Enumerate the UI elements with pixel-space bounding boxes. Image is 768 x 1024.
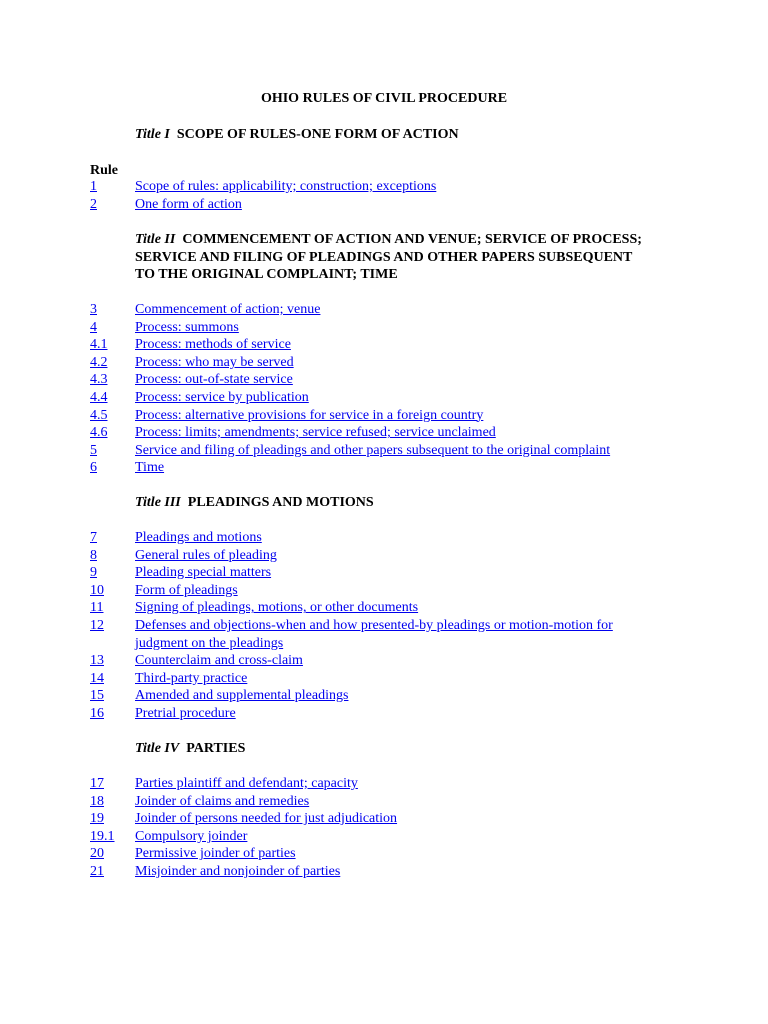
rule-title-link[interactable]: Service and filing of pleadings and other papers subsequent to the original complaint [135, 442, 611, 458]
rule-number-link[interactable]: 17 [90, 776, 104, 791]
rule-number-link[interactable]: 18 [90, 793, 104, 809]
rule-title-link[interactable]: Defenses and objections-when and how presented-by pleadings or motion-motion for judgment on the pleadings [135, 617, 613, 651]
rule-number-link[interactable]: 4.6 [90, 425, 108, 441]
rule-number-link[interactable]: 3 [90, 302, 97, 317]
list-item [0, 564, 768, 582]
rule-number-link[interactable]: 4.2 [90, 354, 108, 370]
rule-title-link[interactable]: Misjoinder and nonjoinder of parties [135, 863, 341, 879]
list-item [0, 617, 768, 652]
section-number: Title IV [135, 741, 180, 756]
section-name: PLEADINGS AND MOTIONS [187, 495, 374, 510]
rule-number-link[interactable]: 14 [90, 670, 104, 686]
list-item [0, 705, 768, 723]
rule-title-link[interactable]: Compulsory joinder [135, 828, 248, 844]
rule-number-link[interactable]: 4.5 [90, 407, 108, 423]
rule-title-link[interactable]: Permissive joinder of parties [135, 846, 296, 862]
section-heading-title-4 [135, 740, 655, 758]
list-item [0, 371, 768, 389]
list-item [0, 424, 768, 442]
rule-number-link[interactable]: 10 [90, 582, 104, 598]
list-item [0, 459, 768, 477]
list-item [0, 599, 768, 617]
list-item [0, 845, 768, 863]
list-item [0, 178, 768, 196]
section-number: Title III [135, 495, 181, 510]
rule-number-link[interactable]: 8 [90, 547, 97, 563]
section-name: SCOPE OF RULES-ONE FORM OF ACTION [176, 127, 459, 142]
rule-title-link[interactable]: Form of pleadings [135, 582, 238, 598]
list-item [0, 196, 768, 214]
rule-number-link[interactable]: 12 [90, 617, 104, 633]
list-item [0, 336, 768, 354]
list-item [0, 319, 768, 337]
rule-list-title-3 [0, 529, 768, 723]
section-heading-title-2 [135, 231, 655, 284]
rule-number-link[interactable]: 21 [90, 863, 104, 879]
rule-title-link[interactable]: Scope of rules: applicability; construction; exceptions [135, 179, 437, 194]
list-item [0, 793, 768, 811]
rule-title-link[interactable]: Process: alternative provisions for service in a foreign country [135, 407, 484, 423]
rule-title-link[interactable]: Pleadings and motions [135, 530, 262, 545]
rule-title-link[interactable]: Process: summons [135, 319, 239, 335]
rule-title-link[interactable]: Commencement of action; venue [135, 302, 321, 317]
rule-title-link[interactable]: Process: out-of-state service [135, 372, 293, 388]
list-item [0, 547, 768, 565]
list-item [0, 354, 768, 372]
rule-number-link[interactable]: 9 [90, 565, 97, 581]
rule-title-link[interactable]: Amended and supplemental pleadings [135, 688, 349, 704]
list-item [0, 810, 768, 828]
list-item [0, 301, 768, 319]
rule-list-title-2 [0, 301, 768, 477]
list-item [0, 582, 768, 600]
section-number: Title I [135, 127, 170, 142]
rule-title-link[interactable]: Pretrial procedure [135, 705, 236, 721]
list-item [0, 389, 768, 407]
rule-title-link[interactable]: One form of action [135, 196, 242, 212]
rule-list-title-4 [0, 775, 768, 881]
rule-number-link[interactable]: 4.1 [90, 337, 108, 353]
list-item [0, 442, 768, 460]
rule-title-link[interactable]: Joinder of claims and remedies [135, 793, 310, 809]
rule-number-link[interactable]: 15 [90, 688, 104, 704]
list-item [0, 863, 768, 881]
rule-list-title-1 [0, 178, 768, 213]
list-item [0, 687, 768, 705]
rule-title-link[interactable]: Joinder of persons needed for just adjudication [135, 811, 398, 827]
rule-number-link[interactable]: 4 [90, 319, 97, 335]
rule-number-link[interactable]: 16 [90, 705, 104, 721]
rule-number-link[interactable]: 2 [90, 196, 97, 212]
document-title: OHIO RULES OF CIVIL PROCEDURE [260, 91, 508, 106]
rule-number-link[interactable]: 19 [90, 811, 104, 827]
rule-number-link[interactable]: 5 [90, 442, 97, 458]
list-item [0, 670, 768, 688]
rule-number-link[interactable]: 4.4 [90, 389, 108, 405]
rule-title-link[interactable]: Pleading special matters [135, 565, 272, 581]
rule-title-link[interactable]: Counterclaim and cross-claim [135, 653, 303, 669]
section-name: COMMENCEMENT OF ACTION AND VENUE; SERVICE OF PROCESS; SERVICE AND FILING OF PLEADINGS AND OTHER PAPERS SUBSEQUENT TO THE ORIGINAL COMPLAINT; TIME [135, 232, 642, 282]
rule-title-link[interactable]: General rules of pleading [135, 547, 277, 563]
rule-title-link[interactable]: Signing of pleadings, motions, or other documents [135, 600, 419, 616]
rule-title-link[interactable]: Third-party practice [135, 670, 248, 686]
rule-number-link[interactable]: 13 [90, 653, 104, 669]
section-heading-title-1 [135, 126, 655, 144]
rule-number-link[interactable]: 6 [90, 460, 97, 476]
rule-title-link[interactable]: Process: who may be served [135, 354, 294, 370]
section-number: Title II [135, 232, 176, 247]
rule-title-link[interactable]: Process: methods of service [135, 337, 291, 353]
rule-number-link[interactable]: 1 [90, 179, 97, 194]
section-heading-title-3 [135, 494, 655, 512]
list-item [0, 775, 768, 793]
rule-number-link[interactable]: 20 [90, 846, 104, 862]
section-name: PARTIES [186, 741, 246, 756]
rule-column-header: Rule [90, 163, 118, 178]
rule-number-link[interactable]: 4.3 [90, 372, 108, 388]
list-item [0, 529, 768, 547]
rule-number-link[interactable]: 11 [90, 600, 104, 616]
rule-title-link[interactable]: Process: limits; amendments; service refused; service unclaimed [135, 425, 496, 441]
rule-number-link[interactable]: 19.1 [90, 828, 115, 844]
list-item [0, 407, 768, 425]
rule-number-link[interactable]: 7 [90, 530, 97, 545]
list-item [0, 652, 768, 670]
rule-title-link[interactable]: Process: service by publication [135, 389, 309, 405]
rule-title-link[interactable]: Time [135, 460, 165, 476]
rule-title-link[interactable]: Parties plaintiff and defendant; capacity [135, 776, 358, 791]
list-item [0, 828, 768, 846]
